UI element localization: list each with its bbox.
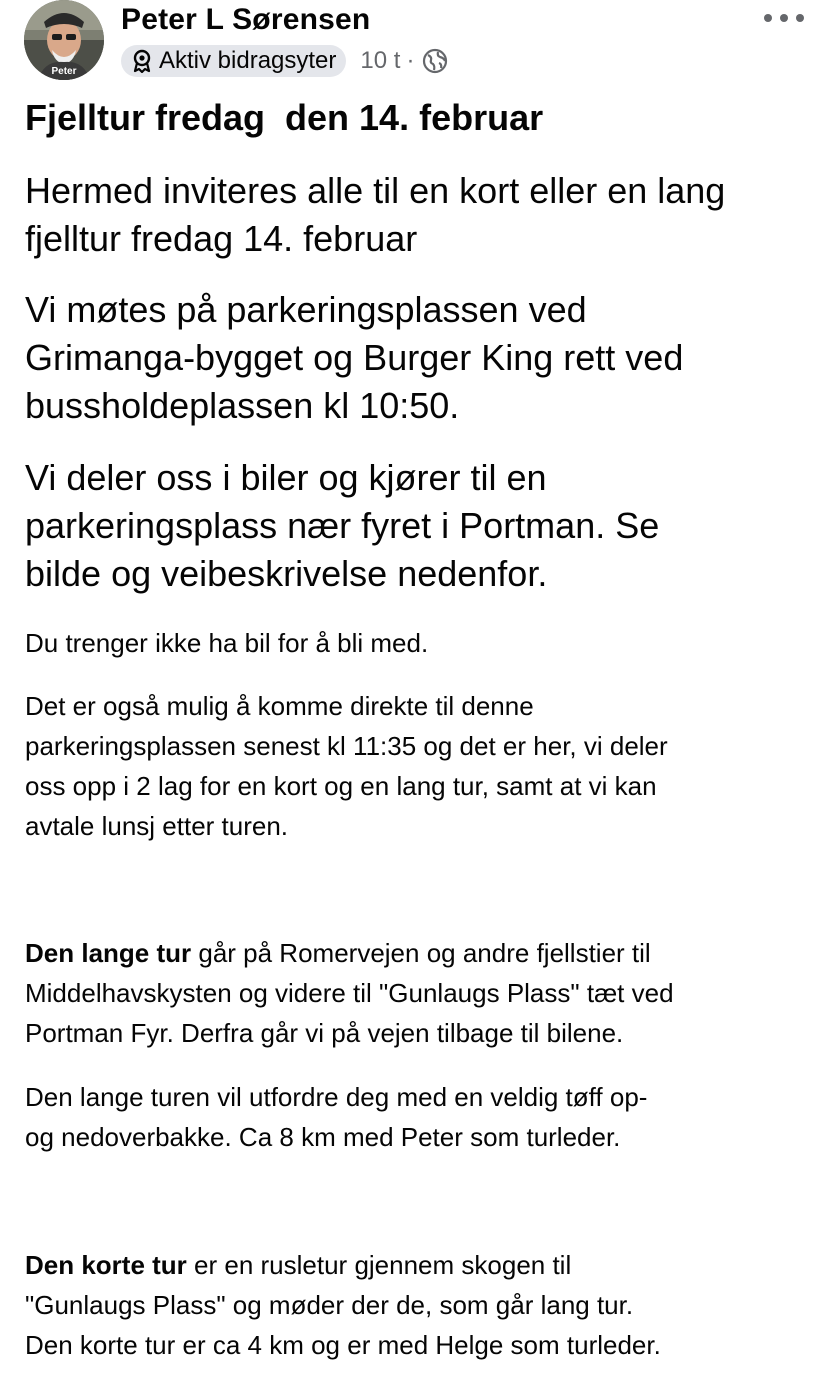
post-title: Fjelltur fredag den 14. februar [25, 97, 544, 138]
globe-icon [422, 48, 448, 74]
contributor-badge[interactable] [121, 45, 346, 77]
long-tour-text: går på Romervejen og andre fjellstier til Middelhavskysten og videre til "Gunlaugs Plass" tæt ved Portman Fyr. Derfra går vi på vejen tilbage til bilene. [25, 938, 674, 1048]
more-dot-icon [764, 14, 772, 22]
short-tour-text: er en rusletur gjennem skogen til "Gunlaugs Plass" og møder der de, som går lang tur. Den korte tur er ca 4 km og er med Helge som turleder. [25, 1250, 661, 1360]
avatar[interactable] [24, 0, 104, 80]
meta-separator: · [406, 47, 415, 74]
avatar-photo [24, 0, 104, 80]
short-tour-heading: Den korte tur [25, 1250, 187, 1280]
more-dot-icon [796, 14, 804, 22]
avatar-label: Peter [51, 66, 77, 77]
post-paragraph-long-tour [25, 933, 815, 1053]
post-header [0, 0, 828, 84]
award-icon [131, 49, 153, 73]
post-time[interactable]: 10 t [360, 47, 401, 74]
post-paragraph-long-challenge: Den lange turen vil utfordre deg med en veldig tøff op- og nedoverbakke. Ca 8 km med Peter som turleder. [25, 1082, 648, 1152]
post-paragraph-nocar: Du trenger ikke ha bil for å bli med. [25, 628, 429, 658]
more-options-button[interactable] [762, 6, 806, 30]
author-name[interactable]: Peter L Sørensen [121, 3, 371, 36]
badge-label: Aktiv bidragsyter [159, 47, 337, 74]
more-dot-icon [780, 14, 788, 22]
post-paragraph-meeting: Vi møtes på parkeringsplassen ved Grimanga-bygget og Burger King rett ved bussholdeplassen kl 10:50. [25, 289, 684, 426]
post-meta [121, 45, 448, 77]
post-paragraph-short-tour [25, 1245, 815, 1365]
post-paragraph-invite: Hermed inviteres alle til en kort eller en lang fjelltur fredag 14. februar [25, 170, 726, 259]
post-paragraph-direct: Det er også mulig å komme direkte til denne parkeringsplassen senest kl 11:35 og det er her, vi deler oss opp i 2 lag for en kort og en lang tur, samt at vi kan avtale lunsj etter turen. [25, 691, 668, 841]
post-paragraph-cars: Vi deler oss i biler og kjører til en parkeringsplass nær fyret i Portman. Se bilde og veibeskrivelse nedenfor. [25, 457, 660, 594]
long-tour-heading: Den lange tur [25, 938, 192, 968]
